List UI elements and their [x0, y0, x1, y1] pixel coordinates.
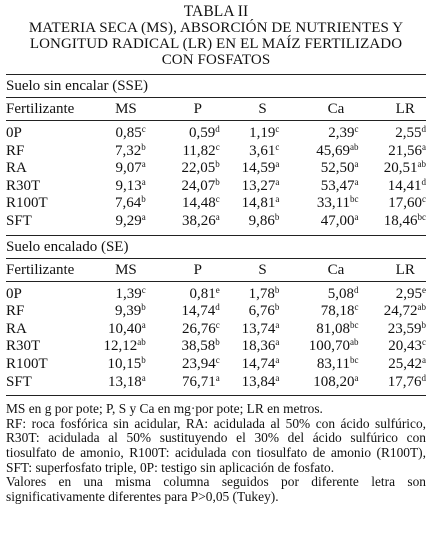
significance-letter: b: [141, 354, 146, 365]
cell-value: 1,39: [115, 285, 142, 302]
significance-letter: a: [275, 194, 280, 205]
table-cell: [220, 374, 280, 392]
table-cell: [359, 303, 426, 321]
table-cell: [279, 143, 358, 161]
cell-value: 21,56: [388, 142, 422, 159]
significance-letter: b: [141, 141, 146, 152]
significance-letter: b: [274, 302, 280, 313]
column-header: Ca: [327, 261, 345, 278]
table-cell: [279, 321, 358, 339]
table-cell: [359, 195, 426, 213]
table-cell: [146, 286, 220, 304]
title-line-4: CON FOSFATOS: [161, 52, 271, 68]
table-row: [6, 374, 426, 392]
table-cell: [146, 125, 220, 143]
cell-value: RF: [6, 303, 25, 320]
cell-value: 14,59: [241, 160, 276, 177]
section-title: Suelo sin encalar (SSE): [6, 78, 149, 94]
significance-letter: c: [422, 194, 426, 205]
significance-letter: bc: [350, 194, 359, 205]
significance-letter: c: [215, 319, 220, 330]
significance-letter: ab: [350, 141, 359, 152]
table-cell: [279, 356, 358, 374]
significance-letter: c: [354, 302, 359, 313]
table-title: [6, 4, 426, 68]
significance-letter: c: [215, 194, 220, 205]
cell-value: 13,74: [241, 320, 276, 337]
table-cell: [84, 286, 146, 304]
significance-letter: ab: [417, 159, 426, 170]
significance-letter: b: [141, 302, 146, 313]
table-cell: [84, 178, 146, 196]
cell-value: 18,36: [241, 338, 276, 355]
cell-value: 2,95: [395, 285, 422, 302]
table-cell: [220, 195, 280, 213]
cell-value: 14,48: [181, 195, 216, 212]
significance-letter: a: [141, 372, 146, 383]
table-cell: [84, 143, 146, 161]
table-cell: [146, 374, 220, 392]
cell-value: 7,64: [115, 195, 142, 212]
column-header: P: [193, 101, 202, 117]
cell-value: R30T: [6, 177, 41, 194]
significance-letter: b: [141, 194, 146, 205]
row-label: [6, 374, 84, 392]
table-cell: [279, 286, 358, 304]
table-cell: [279, 374, 358, 392]
cell-value: 3,61: [249, 142, 276, 159]
cell-value: 53,47: [320, 177, 355, 194]
significance-letter: d: [421, 372, 426, 383]
significance-letter: b: [215, 337, 220, 348]
table-cell: [279, 125, 358, 143]
table-cell: [146, 356, 220, 374]
title-line-3: LONGITUD RADICAL (LR) EN EL MAÍZ FERTILIZADO: [29, 36, 403, 52]
cell-value: RA: [6, 320, 27, 337]
table-cell: [220, 303, 280, 321]
cell-value: 83,11: [316, 355, 351, 372]
table-cell: [220, 213, 280, 231]
table-cell: [359, 160, 426, 178]
cell-value: 9,07: [115, 160, 142, 177]
table-cell: [359, 321, 426, 339]
cell-value: R100T: [6, 195, 48, 212]
cell-value: 17,76: [387, 373, 422, 390]
note-abbreviations: RF: roca fosfórica sin acidular, RA: acidulada al 50% con ácido sulfúrico, R30T: acidulada al 50% sustituyendo el 30% del ácido sulfúrico con tiosulfato de amonio, R100T: acidulada con tiosulfato de amonio (R100T), SFT: superfosfato triple, 0P: testigo sin aplicación de fosfato.: [6, 415, 426, 475]
column-header: S: [258, 261, 267, 278]
cell-value: 18,46: [383, 212, 418, 229]
cell-value: 14,74: [241, 355, 276, 372]
table-cell: [359, 338, 426, 356]
table-cell: [84, 321, 146, 339]
significance-letter: c: [422, 337, 426, 348]
cell-value: 5,08: [327, 285, 355, 302]
row-label: [6, 321, 84, 339]
significance-letter: a: [275, 159, 280, 170]
row-label: [6, 303, 84, 321]
table-cell: [146, 143, 220, 161]
column-header: S: [258, 101, 267, 117]
table-cell: [220, 321, 280, 339]
header-row: [6, 98, 426, 121]
significance-letter: c: [215, 141, 220, 152]
table-cell: [84, 195, 146, 213]
cell-value: 0,85: [115, 125, 142, 141]
table-notes: [6, 402, 426, 504]
table-cell: [84, 213, 146, 231]
significance-letter: a: [275, 176, 280, 187]
table-cell: [146, 321, 220, 339]
row-label: [6, 356, 84, 374]
table-cell: [84, 356, 146, 374]
table-cell: [84, 338, 146, 356]
table-cell: [220, 178, 280, 196]
table-cell: [220, 143, 280, 161]
significance-letter: d: [421, 176, 426, 187]
cell-value: 9,13: [115, 177, 142, 194]
significance-letter: ab: [350, 337, 359, 348]
significance-letter: ab: [417, 302, 426, 313]
table-cell: [220, 286, 280, 304]
significance-letter: a: [354, 176, 359, 187]
sections-container: [6, 75, 426, 395]
table-row: [6, 178, 426, 196]
significance-letter: c: [215, 354, 220, 365]
significance-letter: a: [141, 159, 146, 170]
cell-value: 6,76: [248, 303, 275, 320]
significance-letter: a: [215, 372, 220, 383]
cell-value: 9,39: [115, 303, 142, 320]
cell-value: 1,19: [249, 125, 276, 141]
significance-letter: a: [422, 141, 426, 152]
cell-value: 26,76: [181, 320, 216, 337]
table-cell: [84, 374, 146, 392]
cell-value: RA: [6, 160, 27, 177]
column-header: LR: [395, 101, 415, 117]
table-cell: [220, 160, 280, 178]
table-cell: [220, 356, 280, 374]
table-row: [6, 143, 426, 161]
column-header: P: [193, 261, 202, 278]
table-cell: [359, 374, 426, 392]
significance-letter: e: [422, 284, 426, 295]
cell-value: 81,08: [316, 320, 351, 337]
table-cell: [359, 356, 426, 374]
cell-value: 0,81: [189, 285, 216, 302]
significance-letter: c: [141, 124, 146, 134]
cell-value: 23,94: [181, 355, 216, 372]
cell-value: 14,41: [387, 177, 422, 194]
table-cell: [279, 160, 358, 178]
cell-value: 25,42: [388, 355, 422, 372]
cell-value: 10,40: [108, 320, 142, 337]
cell-value: 2,39: [328, 125, 355, 141]
table-cell: [146, 338, 220, 356]
table-cell: [146, 195, 220, 213]
note-units: MS en g por pote; P, S y Ca en mg·por pote; LR en metros.: [6, 401, 323, 417]
cell-value: SFT: [6, 373, 32, 390]
table-cell: [279, 195, 358, 213]
significance-letter: a: [275, 372, 280, 383]
significance-letter: b: [274, 211, 280, 222]
significance-letter: c: [141, 284, 146, 295]
cell-value: 0P: [6, 125, 22, 141]
significance-letter: bc: [417, 211, 426, 222]
cell-value: 52,50: [320, 160, 355, 177]
column-header: MS: [115, 261, 137, 278]
row-label: [6, 143, 84, 161]
significance-letter: d: [354, 284, 359, 295]
table-row: [6, 338, 426, 356]
significance-letter: b: [215, 159, 220, 170]
title-line-2: MATERIA SECA (MS), ABSORCIÓN DE NUTRIENTES Y: [28, 20, 404, 36]
cell-value: 24,07: [181, 177, 216, 194]
header-row: [6, 259, 426, 282]
table-cell: [84, 160, 146, 178]
column-header: MS: [115, 101, 137, 117]
significance-letter: e: [215, 284, 220, 295]
cell-value: 9,29: [115, 212, 142, 229]
table-row: [6, 321, 426, 339]
table-cell: [279, 338, 358, 356]
cell-value: 11,82: [182, 142, 216, 159]
table-cell: [84, 125, 146, 143]
cell-value: 38,58: [181, 338, 216, 355]
cell-value: 12,12: [103, 338, 138, 355]
significance-letter: b: [421, 319, 426, 330]
cell-value: 22,05: [181, 160, 216, 177]
cell-value: 20,43: [388, 338, 422, 355]
table-cell: [359, 213, 426, 231]
significance-letter: a: [141, 176, 146, 187]
cell-value: 17,60: [388, 195, 422, 212]
row-label: [6, 125, 84, 143]
row-label: [6, 338, 84, 356]
cell-value: 20,51: [383, 160, 418, 177]
section-title: Suelo encalado (SE): [6, 238, 129, 255]
cell-value: 45,69: [316, 142, 351, 159]
table-cell: [279, 303, 358, 321]
table-row: [6, 160, 426, 178]
cell-value: 23,59: [387, 320, 422, 337]
row-label: [6, 195, 84, 213]
significance-letter: a: [354, 372, 359, 383]
significance-letter: a: [354, 159, 359, 170]
cell-value: 24,72: [383, 303, 418, 320]
significance-letter: d: [215, 124, 220, 134]
bottom-rule: [6, 395, 426, 396]
table-document: [6, 4, 426, 504]
data-table: [6, 259, 426, 396]
significance-letter: c: [275, 124, 280, 134]
table-cell: [279, 213, 358, 231]
cell-value: 33,11: [316, 195, 351, 212]
data-table: [6, 98, 426, 235]
significance-letter: a: [215, 211, 220, 222]
significance-letter: bc: [350, 319, 359, 330]
significance-letter: bc: [350, 354, 359, 365]
cell-value: 13,84: [241, 373, 276, 390]
row-label: [6, 178, 84, 196]
table-row: [6, 286, 426, 304]
cell-value: SFT: [6, 212, 32, 229]
cell-value: 78,18: [320, 303, 355, 320]
significance-letter: d: [421, 124, 426, 134]
cell-value: 9,86: [248, 212, 275, 229]
cell-value: 7,32: [115, 142, 142, 159]
cell-value: RF: [6, 142, 25, 159]
significance-letter: c: [354, 124, 359, 134]
table-row: [6, 195, 426, 213]
cell-value: 0P: [6, 285, 22, 302]
table-row: [6, 125, 426, 143]
table-row: [6, 356, 426, 374]
cell-value: 2,55: [395, 125, 422, 141]
title-line-1: TABLA II: [183, 3, 249, 20]
note-significance: Valores en una misma columna seguidos por diferente letra son significativamente diferentes para P>0,05 (Tukey).: [6, 474, 426, 504]
cell-value: 108,20: [313, 373, 355, 390]
significance-letter: d: [215, 302, 220, 313]
table-row: [6, 303, 426, 321]
cell-value: 47,00: [320, 212, 355, 229]
cell-value: 13,27: [241, 177, 276, 194]
significance-letter: a: [141, 211, 146, 222]
column-header: Fertilizante: [6, 101, 75, 117]
row-label: [6, 213, 84, 231]
table-cell: [146, 160, 220, 178]
cell-value: 10,15: [107, 355, 142, 372]
significance-letter: a: [275, 337, 280, 348]
row-label: [6, 160, 84, 178]
row-label: [6, 286, 84, 304]
significance-letter: a: [275, 354, 280, 365]
significance-letter: b: [215, 176, 220, 187]
cell-value: 14,81: [241, 195, 276, 212]
table-cell: [359, 286, 426, 304]
significance-letter: b: [274, 284, 280, 295]
significance-letter: a: [422, 354, 426, 365]
table-cell: [220, 338, 280, 356]
significance-letter: a: [275, 319, 280, 330]
table-cell: [359, 125, 426, 143]
cell-value: 14,74: [181, 303, 216, 320]
cell-value: 100,70: [308, 338, 351, 355]
significance-letter: a: [354, 211, 359, 222]
table-row: [6, 213, 426, 231]
significance-letter: ab: [137, 337, 146, 348]
table-cell: [359, 143, 426, 161]
cell-value: R30T: [6, 338, 41, 355]
table-cell: [146, 213, 220, 231]
cell-value: 1,78: [248, 285, 275, 302]
table-cell: [220, 125, 280, 143]
significance-letter: a: [141, 319, 146, 330]
cell-value: R100T: [6, 355, 48, 372]
column-header: Fertilizante: [6, 261, 75, 278]
cell-value: 38,26: [181, 212, 216, 229]
table-cell: [146, 303, 220, 321]
significance-letter: c: [275, 141, 280, 152]
column-header: Ca: [327, 101, 345, 117]
cell-value: 0,59: [188, 125, 216, 141]
table-cell: [359, 178, 426, 196]
column-header: LR: [395, 261, 415, 278]
cell-value: 76,71: [181, 373, 216, 390]
cell-value: 13,18: [108, 373, 142, 390]
table-cell: [279, 178, 358, 196]
table-cell: [84, 303, 146, 321]
table-cell: [146, 178, 220, 196]
